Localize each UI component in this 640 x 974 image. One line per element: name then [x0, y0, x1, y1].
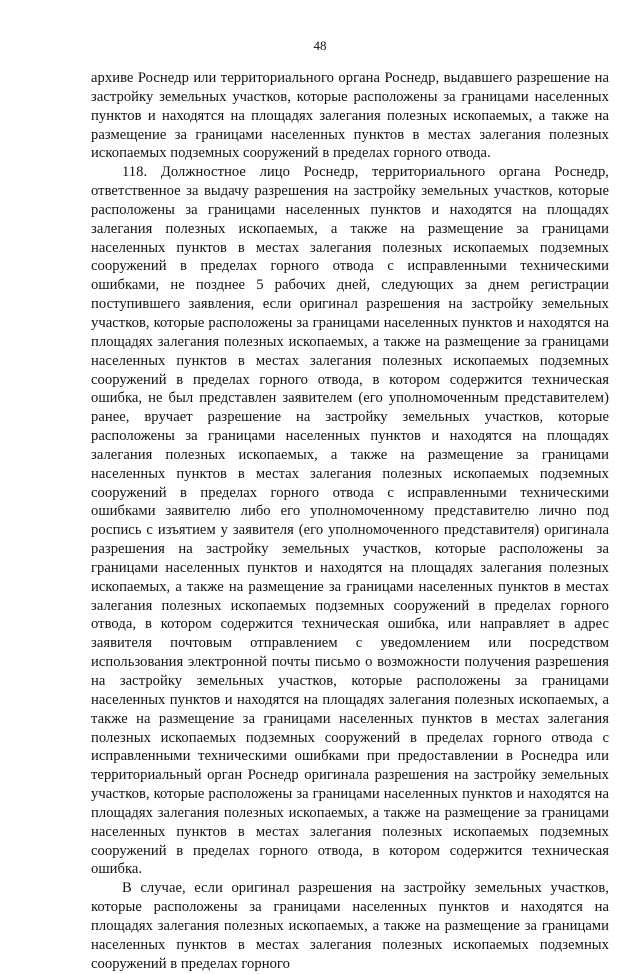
paragraph-continuation: архиве Роснедр или территориального органа Роснедр, выдавшего разрешение на застройку земельных участков, которые расположены за границами населенных пунктов и находятся на площадях залегания полезных ископаемых, а также на размещение за границами населенных пунктов в местах залегания полезных ископаемых подземных сооружений в пределах горного отвода.: [91, 70, 609, 162]
document-body: [91, 69, 609, 974]
paragraph-original-permit-case: В случае, если оригинал разрешения на застройку земельных участков, которые расположены за границами населенных пунктов и находятся на площадях залегания полезных ископаемых, а также на размещение за границами населенных пунктов в местах залегания полезных ископаемых подземных сооружений в пределах горного: [91, 880, 609, 972]
paragraph-118: 118. Должностное лицо Роснедр, территориального органа Роснедр, ответственное за выдачу разрешения на застройку земельных участков, которые расположены за границами населенных пунктов и находятся на площадях залегания полезных ископаемых, а также на размещение за границами населенных пунктов в местах залегания полезных ископаемых подземных сооружений в пределах горного отвода с исправленными техническими ошибками, не позднее 5 рабочих дней, следующих за днем регистрации поступившего заявления, если оригинал разрешения на застройку земельных участков, которые расположены за границами населенных пунктов и находятся на площадях залегания полезных ископаемых, а также на размещение за границами населенных пунктов в местах залегания полезных ископаемых подземных сооружений в пределах горного отвода, в котором содержится техническая ошибка, не был представлен заявителем (его уполномоченным представителем) ранее, вручает разрешение на застройку земельных участков, которые расположены за границами населенных пунктов и находятся на площадях залегания полезных ископаемых, а также на размещение за границами населенных пунктов в местах залегания полезных ископаемых подземных сооружений в пределах горного отвода с исправленными техническими ошибками заявителю либо его уполномоченному представителю лично под роспись с изъятием у заявителя (его уполномоченного представителя) оригинала разрешения на застройку земельных участков, которые расположены за границами населенных пунктов и находятся на площадях залегания полезных ископаемых, а также на размещение за границами населенных пунктов в местах залегания полезных ископаемых подземных сооружений в пределах горного отвода, в котором содержится техническая ошибка, или направляет в адрес заявителя почтовым отправлением с уведомлением или посредством использования электронной почты письмо о возможности получения разрешения на застройку земельных участков, которые расположены за границами населенных пунктов и находятся на площадях залегания полезных ископаемых, а также на размещение за границами населенных пунктов в местах залегания полезных ископаемых подземных сооружений в пределах горного отвода с исправленными техническими ошибками при предоставлении в Роснедра или территориальный орган Роснедр оригинала разрешения на застройку земельных участков, которые расположены за границами населенных пунктов и находятся на площадях залегания полезных ископаемых, а также на размещение за границами населенных пунктов в местах залегания полезных ископаемых подземных сооружений в пределах горного отвода, в котором содержится техническая ошибка.: [91, 164, 609, 878]
page-number: 48: [313, 38, 327, 53]
